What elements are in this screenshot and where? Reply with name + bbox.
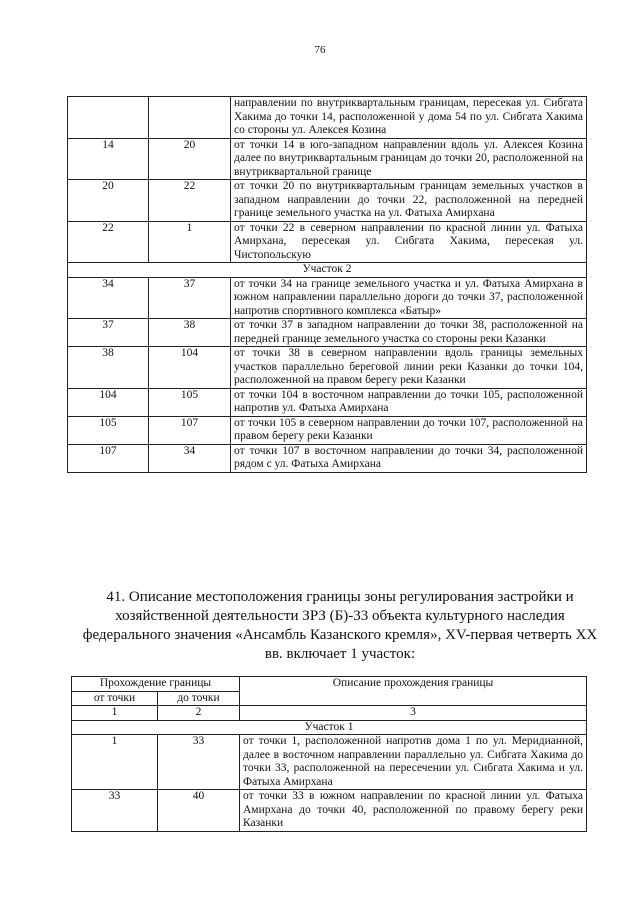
table-row xyxy=(68,138,587,180)
table-row xyxy=(68,277,587,319)
passage-header: Прохождение границы xyxy=(72,677,240,692)
from-point-cell: 104 xyxy=(68,388,149,416)
to-point-cell: 38 xyxy=(149,319,231,347)
from-point-cell: 14 xyxy=(68,138,149,180)
description-cell: от точки 38 в северном направлении вдоль границы земельных участков параллельно береговой линии реки Казанки до точки 104, расположенной на правом берегу реки Казанки xyxy=(231,347,587,389)
boundary-table-continued xyxy=(67,96,587,473)
description-cell: от точки 105 в северном направлении до точки 107, расположенной на правом берегу реки Казанки xyxy=(231,416,587,444)
section-row xyxy=(72,720,587,735)
to-point-cell: 107 xyxy=(149,416,231,444)
to-point-cell: 22 xyxy=(149,180,231,222)
description-cell: от точки 14 в юго-западном направлении вдоль ул. Алексея Козина далее по внутриквартальным границам до точки 20, расположенной на внутриквартальной границе xyxy=(231,138,587,180)
from-point-cell: 34 xyxy=(68,277,149,319)
to-point-header: до точки xyxy=(158,691,240,706)
from-point-cell: 20 xyxy=(68,180,149,222)
page-number: 76 xyxy=(314,44,326,56)
table-row xyxy=(68,97,587,139)
description-cell: от точки 34 на границе земельного участка и ул. Фатыха Амирхана в южном направлении параллельно дороги до точки 37, расположенной напротив спортивного комплекса «Батыр» xyxy=(231,277,587,319)
description-cell: от точки 33 в южном направлении по красной линии ул. Фатыха Амирхана до точки 40, расположенной по правому берегу реки Казанки xyxy=(240,790,587,832)
to-point-cell: 40 xyxy=(158,790,240,832)
table-row xyxy=(68,416,587,444)
column-number-row xyxy=(72,706,587,721)
table-row xyxy=(68,347,587,389)
description-cell: от точки 107 в восточном направлении до точки 34, расположенной рядом с ул. Фатыха Амирхана xyxy=(231,444,587,472)
from-point-cell: 33 xyxy=(72,790,158,832)
section-label: Участок 2 xyxy=(68,263,587,278)
from-point-header: от точки xyxy=(72,691,158,706)
to-point-cell: 20 xyxy=(149,138,231,180)
section-heading: 41. Описание местоположения границы зоны регулирования застройки и хозяйственной деятельности ЗРЗ (Б)-33 объекта культурного наследия федерального значения «Ансамбль Казанского кремля», XV-первая четверть XX вв. включает 1 участок: xyxy=(82,589,598,662)
column-number: 1 xyxy=(72,706,158,721)
to-point-cell: 37 xyxy=(149,277,231,319)
from-point-cell: 37 xyxy=(68,319,149,347)
table-row xyxy=(68,319,587,347)
to-point-cell xyxy=(149,97,231,139)
table-row xyxy=(68,221,587,263)
description-cell: от точки 1, расположенной напротив дома 1 по ул. Меридианной, далее в восточном направлении параллельно ул. Сибгата Хакима до точки 33, расположенной на пересечении ул. Сибгата Хакима и ул. Фатыха Амирхана xyxy=(240,735,587,790)
to-point-cell: 33 xyxy=(158,735,240,790)
from-point-cell: 107 xyxy=(68,444,149,472)
section-label: Участок 1 xyxy=(72,720,587,735)
to-point-cell: 34 xyxy=(149,444,231,472)
description-cell: от точки 22 в северном направлении по красной линии ул. Фатыха Амирхана, пересекая ул. Сибгата Хакима, пересекая ул. Чистопольскую xyxy=(231,221,587,263)
to-point-cell: 105 xyxy=(149,388,231,416)
description-header: Описание прохождения границы xyxy=(240,677,587,706)
from-point-cell: 105 xyxy=(68,416,149,444)
table-row xyxy=(72,735,587,790)
description-cell: от точки 104 в восточном направлении до точки 105, расположенной напротив ул. Фатыха Амирхана xyxy=(231,388,587,416)
table-row xyxy=(68,180,587,222)
boundary-table xyxy=(71,676,587,832)
column-number: 3 xyxy=(240,706,587,721)
section-row xyxy=(68,263,587,278)
table-row xyxy=(68,444,587,472)
from-point-cell: 38 xyxy=(68,347,149,389)
description-cell: от точки 37 в западном направлении до точки 38, расположенной на передней границе земельного участка со стороны реки Казанки xyxy=(231,319,587,347)
table-row xyxy=(72,790,587,832)
table-row xyxy=(68,388,587,416)
from-point-cell: 22 xyxy=(68,221,149,263)
column-number: 2 xyxy=(158,706,240,721)
header-row xyxy=(72,677,587,692)
from-point-cell xyxy=(68,97,149,139)
description-cell: направлении по внутриквартальным границам, пересекая ул. Сибгата Хакима до точки 14, расположенной у дома 54 по ул. Сибгата Хакима со стороны ул. Алексея Козина xyxy=(231,97,587,139)
to-point-cell: 104 xyxy=(149,347,231,389)
description-cell: от точки 20 по внутриквартальным границам земельных участков в западном направлении до точки 22, расположенной на передней границе земельного участка на ул. Фатыха Амирхана xyxy=(231,180,587,222)
to-point-cell: 1 xyxy=(149,221,231,263)
from-point-cell: 1 xyxy=(72,735,158,790)
